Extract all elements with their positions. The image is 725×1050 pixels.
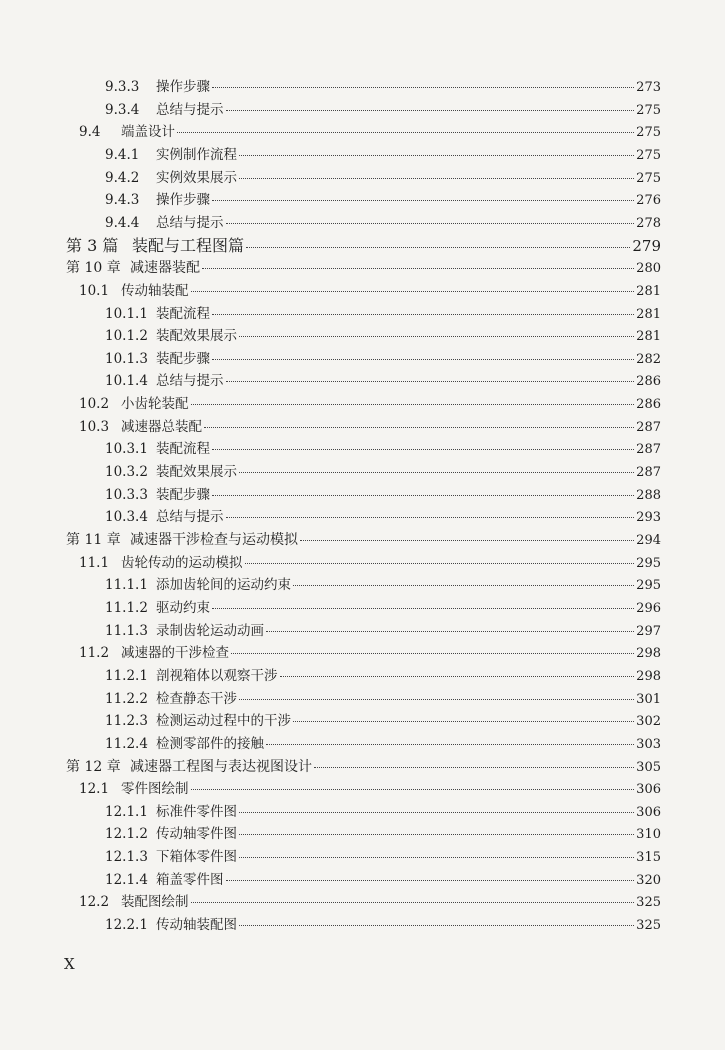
toc-entry-number: 11.2.2 bbox=[105, 690, 148, 707]
toc-entry-section bbox=[79, 393, 661, 415]
toc-page-number: 275 bbox=[636, 147, 661, 163]
toc-dot-leader bbox=[212, 87, 634, 88]
toc-dot-leader bbox=[300, 540, 634, 541]
toc-row bbox=[0, 303, 725, 325]
toc-page-number: 281 bbox=[636, 306, 661, 322]
toc-row bbox=[0, 461, 725, 483]
toc-page-number: 280 bbox=[636, 261, 661, 277]
toc-page-number: 281 bbox=[636, 329, 661, 345]
toc-entry-number: 10.1.3 bbox=[105, 350, 148, 367]
toc-entry-title: 总结与提示 bbox=[156, 214, 224, 231]
toc-dot-leader bbox=[314, 767, 634, 768]
toc-entry-number: 10.3.4 bbox=[105, 509, 148, 526]
toc-page-number: 295 bbox=[636, 578, 661, 594]
toc-dot-leader bbox=[266, 631, 634, 632]
toc-entry-number: 11.1 bbox=[79, 554, 110, 571]
toc-entry-title: 零件图绘制 bbox=[121, 781, 189, 798]
toc-entry-section bbox=[79, 280, 661, 302]
toc-entry-section bbox=[79, 416, 661, 438]
toc-entry-title: 减速器的干涉检查 bbox=[121, 645, 229, 662]
toc-row bbox=[0, 642, 725, 664]
toc-entry-title: 减速器总装配 bbox=[121, 418, 202, 435]
toc-dot-leader bbox=[191, 789, 635, 790]
toc-row bbox=[0, 665, 725, 687]
toc-entry-number: 11.2.1 bbox=[105, 667, 148, 684]
toc-page-number: 298 bbox=[636, 668, 661, 684]
toc-dot-leader bbox=[239, 925, 634, 926]
toc-entry-number: 第 11 章 bbox=[66, 532, 121, 548]
toc-dot-leader bbox=[212, 200, 634, 201]
toc-entry-subsection bbox=[105, 846, 661, 868]
toc-entry-title: 端盖设计 bbox=[121, 124, 175, 141]
toc-page-number: 287 bbox=[636, 442, 661, 458]
toc-entry-number: 12.1.4 bbox=[105, 871, 148, 888]
toc-page-number: 325 bbox=[636, 918, 661, 934]
toc-page-number: 305 bbox=[636, 759, 661, 775]
toc-entry-subsection bbox=[105, 370, 661, 392]
toc-entry-number: 12.1.1 bbox=[105, 803, 148, 820]
toc-entry-title: 装配流程 bbox=[156, 441, 210, 458]
toc-entry-number: 10.3.3 bbox=[105, 486, 148, 503]
toc-entry-number: 10.3.1 bbox=[105, 441, 148, 458]
toc-row bbox=[0, 280, 725, 302]
toc-entry-number: 11.1.2 bbox=[105, 599, 148, 616]
toc-entry-number: 12.2 bbox=[79, 894, 110, 911]
toc-entry-chapter bbox=[66, 257, 661, 279]
toc-entry-title: 小齿轮装配 bbox=[121, 396, 189, 413]
toc-dot-leader bbox=[212, 359, 634, 360]
toc-entry-title: 检测运动过程中的干涉 bbox=[156, 713, 291, 730]
toc-entry-part bbox=[66, 235, 661, 257]
toc-dot-leader bbox=[212, 608, 634, 609]
toc-entry-title: 传动轴装配 bbox=[121, 282, 189, 299]
toc-page-number: 278 bbox=[636, 215, 661, 231]
toc-entry-subsection bbox=[105, 574, 661, 596]
toc-dot-leader bbox=[246, 247, 630, 248]
toc-entry-subsection bbox=[105, 99, 661, 121]
toc-row bbox=[0, 257, 725, 279]
toc-row bbox=[0, 778, 725, 800]
toc-page-number: 306 bbox=[636, 782, 661, 798]
toc-entry-number: 12.1 bbox=[79, 781, 110, 798]
toc-entry-subsection bbox=[105, 869, 661, 891]
toc-page-number: 301 bbox=[636, 691, 661, 707]
toc-row bbox=[0, 325, 725, 347]
toc-row bbox=[0, 756, 725, 778]
toc-entry-number: 11.2 bbox=[79, 645, 110, 662]
toc-entry-chapter bbox=[66, 756, 661, 778]
toc-row bbox=[0, 121, 725, 143]
toc-entry-number: 12.2.1 bbox=[105, 917, 148, 934]
toc-entry-title: 减速器干涉检查与运动模拟 bbox=[130, 532, 298, 548]
toc-page-number: 293 bbox=[636, 510, 661, 526]
toc-page-number: 325 bbox=[636, 895, 661, 911]
toc-entry-subsection bbox=[105, 620, 661, 642]
toc-entry-section bbox=[79, 642, 661, 664]
toc-dot-leader bbox=[226, 381, 635, 382]
toc-page-number: 286 bbox=[636, 374, 661, 390]
toc-page-number: 298 bbox=[636, 646, 661, 662]
toc-page-number: 275 bbox=[636, 102, 661, 118]
toc-entry-title: 装配与工程图篇 bbox=[132, 235, 245, 255]
toc-entry-title: 下箱体零件图 bbox=[156, 849, 237, 866]
toc-entry-number: 10.1.2 bbox=[105, 328, 148, 345]
toc-entry-number: 第 3 篇 bbox=[66, 235, 119, 255]
toc-dot-leader bbox=[245, 563, 635, 564]
toc-entry-number: 第 10 章 bbox=[66, 260, 121, 277]
toc-entry-number: 9.4.4 bbox=[105, 214, 140, 231]
toc-entry-title: 齿轮传动的运动模拟 bbox=[121, 554, 243, 571]
toc-entry-number: 12.1.3 bbox=[105, 849, 148, 866]
toc-page-number: 275 bbox=[636, 125, 661, 141]
toc-row bbox=[0, 484, 725, 506]
toc-row bbox=[0, 189, 725, 211]
toc-dot-leader bbox=[239, 336, 634, 337]
toc-dot-leader bbox=[226, 223, 635, 224]
toc-page-number: 275 bbox=[636, 170, 661, 186]
toc-page-number: 306 bbox=[636, 804, 661, 820]
toc-entry-title: 装配效果展示 bbox=[156, 328, 237, 345]
toc-entry-number: 11.2.4 bbox=[105, 735, 148, 752]
toc-page-number: 282 bbox=[636, 351, 661, 367]
toc-entry-title: 实例效果展示 bbox=[156, 169, 237, 186]
toc-row bbox=[0, 846, 725, 868]
toc-entry-number: 9.3.3 bbox=[105, 79, 140, 95]
toc-entry-title: 减速器工程图与表达视图设计 bbox=[130, 758, 312, 775]
toc-entry-subsection bbox=[105, 597, 661, 619]
toc-entry-title: 传动轴零件图 bbox=[156, 826, 237, 843]
toc-entry-subsection bbox=[105, 303, 661, 325]
toc-entry-section bbox=[79, 552, 661, 574]
toc-entry-number: 第 12 章 bbox=[66, 758, 121, 775]
toc-entry-subsection bbox=[105, 710, 661, 732]
toc-entry-subsection bbox=[105, 212, 661, 234]
toc-entry-number: 12.1.2 bbox=[105, 826, 148, 843]
toc-row bbox=[0, 393, 725, 415]
toc-entry-subsection bbox=[105, 76, 661, 98]
toc-entry-chapter bbox=[66, 529, 661, 551]
toc-row bbox=[0, 144, 725, 166]
toc-row bbox=[0, 869, 725, 891]
toc-entry-title: 装配步骤 bbox=[156, 350, 210, 367]
toc-entry-title: 传动轴装配图 bbox=[156, 917, 237, 934]
toc-entry-subsection bbox=[105, 438, 661, 460]
toc-row bbox=[0, 801, 725, 823]
toc-dot-leader bbox=[239, 857, 634, 858]
toc-entry-title: 剖视箱体以观察干涉 bbox=[156, 667, 278, 684]
toc-entry-title: 总结与提示 bbox=[156, 509, 224, 526]
toc-row bbox=[0, 76, 725, 98]
toc-row bbox=[0, 574, 725, 596]
toc-entry-title: 操作步骤 bbox=[156, 79, 210, 95]
toc-entry-number: 9.4.1 bbox=[105, 146, 140, 163]
toc-dot-leader bbox=[226, 110, 635, 111]
toc-entry-subsection bbox=[105, 823, 661, 845]
toc-dot-leader bbox=[239, 812, 634, 813]
toc-row bbox=[0, 688, 725, 710]
toc-row bbox=[0, 370, 725, 392]
toc-entry-subsection bbox=[105, 506, 661, 528]
toc-entry-title: 驱动约束 bbox=[156, 599, 210, 616]
toc-row bbox=[0, 597, 725, 619]
toc-entry-subsection bbox=[105, 461, 661, 483]
toc-page-number: 273 bbox=[636, 80, 661, 95]
toc-dot-leader bbox=[239, 834, 634, 835]
toc-entry-title: 检测零部件的接触 bbox=[156, 735, 264, 752]
toc-dot-leader bbox=[212, 314, 634, 315]
toc-entry-title: 减速器装配 bbox=[130, 260, 200, 277]
toc-entry-title: 标准件零件图 bbox=[156, 803, 237, 820]
toc-dot-leader bbox=[226, 517, 635, 518]
toc-page-number: 287 bbox=[636, 419, 661, 435]
toc-page-number: 279 bbox=[632, 236, 661, 255]
toc-entry-subsection bbox=[105, 325, 661, 347]
toc-entry-title: 实例制作流程 bbox=[156, 146, 237, 163]
toc-page-number: 287 bbox=[636, 465, 661, 481]
toc-row bbox=[0, 438, 725, 460]
toc-row bbox=[0, 235, 725, 257]
toc-page-number: 281 bbox=[636, 283, 661, 299]
toc-page-number: 296 bbox=[636, 600, 661, 616]
toc-entry-title: 录制齿轮运动动画 bbox=[156, 622, 264, 639]
toc-dot-leader bbox=[266, 744, 634, 745]
toc-entry-number: 9.3.4 bbox=[105, 101, 140, 118]
toc-entry-section bbox=[79, 778, 661, 800]
toc-entry-number: 11.1.3 bbox=[105, 622, 148, 639]
toc-dot-leader bbox=[202, 268, 634, 269]
toc-page-number: 295 bbox=[636, 555, 661, 571]
toc-entry-subsection bbox=[105, 665, 661, 687]
toc-entry-section bbox=[79, 891, 661, 913]
toc-entry-number: 9.4.3 bbox=[105, 192, 140, 209]
toc-dot-leader bbox=[231, 653, 634, 654]
toc-entry-title: 装配图绘制 bbox=[121, 894, 189, 911]
toc-row bbox=[0, 914, 725, 936]
toc-entry-title: 总结与提示 bbox=[156, 101, 224, 118]
toc-entry-subsection bbox=[105, 167, 661, 189]
toc-entry-subsection bbox=[105, 688, 661, 710]
toc-entry-subsection bbox=[105, 189, 661, 211]
toc-entry-subsection bbox=[105, 484, 661, 506]
toc-entry-title: 装配效果展示 bbox=[156, 464, 237, 481]
toc-dot-leader bbox=[293, 721, 634, 722]
toc-entry-number: 10.1.1 bbox=[105, 305, 148, 322]
toc-page-number: 286 bbox=[636, 397, 661, 413]
toc-entry-number: 11.1.1 bbox=[105, 577, 148, 594]
toc-row bbox=[0, 506, 725, 528]
toc-entry-title: 操作步骤 bbox=[156, 192, 210, 209]
toc-dot-leader bbox=[239, 155, 634, 156]
toc-row bbox=[0, 167, 725, 189]
toc-page-number: 294 bbox=[636, 533, 661, 548]
toc-dot-leader bbox=[239, 699, 634, 700]
toc-dot-leader bbox=[239, 178, 634, 179]
toc-entry-title: 装配流程 bbox=[156, 305, 210, 322]
toc-page-number: 320 bbox=[636, 872, 661, 888]
toc-page-number: 302 bbox=[636, 714, 661, 730]
toc-dot-leader bbox=[212, 449, 634, 450]
toc-dot-leader bbox=[280, 676, 635, 677]
toc-entry-subsection bbox=[105, 144, 661, 166]
toc-entry-number: 10.1.4 bbox=[105, 373, 148, 390]
toc-entry-section bbox=[79, 121, 661, 143]
toc-row bbox=[0, 348, 725, 370]
toc-entry-title: 装配步骤 bbox=[156, 486, 210, 503]
toc-entry-title: 箱盖零件图 bbox=[156, 871, 224, 888]
toc-row bbox=[0, 529, 725, 551]
toc-dot-leader bbox=[212, 495, 634, 496]
toc-row bbox=[0, 733, 725, 755]
toc-entry-title: 添加齿轮间的运动约束 bbox=[156, 577, 291, 594]
toc-row bbox=[0, 710, 725, 732]
toc-entry-subsection bbox=[105, 348, 661, 370]
toc-row bbox=[0, 823, 725, 845]
toc-page-number: 310 bbox=[636, 827, 661, 843]
toc-entry-number: 9.4.2 bbox=[105, 169, 140, 186]
toc-dot-leader bbox=[191, 404, 635, 405]
toc-entry-subsection bbox=[105, 914, 661, 936]
toc-row bbox=[0, 620, 725, 642]
toc-entry-number: 10.3 bbox=[79, 418, 110, 435]
page-folio: X bbox=[64, 955, 75, 973]
toc-dot-leader bbox=[293, 585, 634, 586]
toc-row bbox=[0, 891, 725, 913]
toc-dot-leader bbox=[226, 880, 635, 881]
toc-entry-subsection bbox=[105, 733, 661, 755]
toc-page-number: 303 bbox=[636, 736, 661, 752]
toc-row bbox=[0, 416, 725, 438]
toc-entry-title: 总结与提示 bbox=[156, 373, 224, 390]
toc-entry-number: 9.4 bbox=[79, 124, 101, 141]
toc-row bbox=[0, 99, 725, 121]
toc-row bbox=[0, 212, 725, 234]
toc-dot-leader bbox=[177, 132, 634, 133]
toc-dot-leader bbox=[204, 427, 634, 428]
toc-entry-number: 10.3.2 bbox=[105, 464, 148, 481]
toc-entry-number: 10.2 bbox=[79, 396, 110, 413]
toc-row bbox=[0, 552, 725, 574]
toc-entry-subsection bbox=[105, 801, 661, 823]
toc-dot-leader bbox=[239, 472, 634, 473]
toc-entry-number: 10.1 bbox=[79, 282, 110, 299]
toc-dot-leader bbox=[191, 902, 635, 903]
toc-page-number: 276 bbox=[636, 193, 661, 209]
toc-entry-number: 11.2.3 bbox=[105, 713, 148, 730]
toc-page-number: 288 bbox=[636, 487, 661, 503]
toc-dot-leader bbox=[191, 291, 635, 292]
toc-page-number: 315 bbox=[636, 850, 661, 866]
toc-entry-title: 检查静态干涉 bbox=[156, 690, 237, 707]
toc-page-number: 297 bbox=[636, 623, 661, 639]
